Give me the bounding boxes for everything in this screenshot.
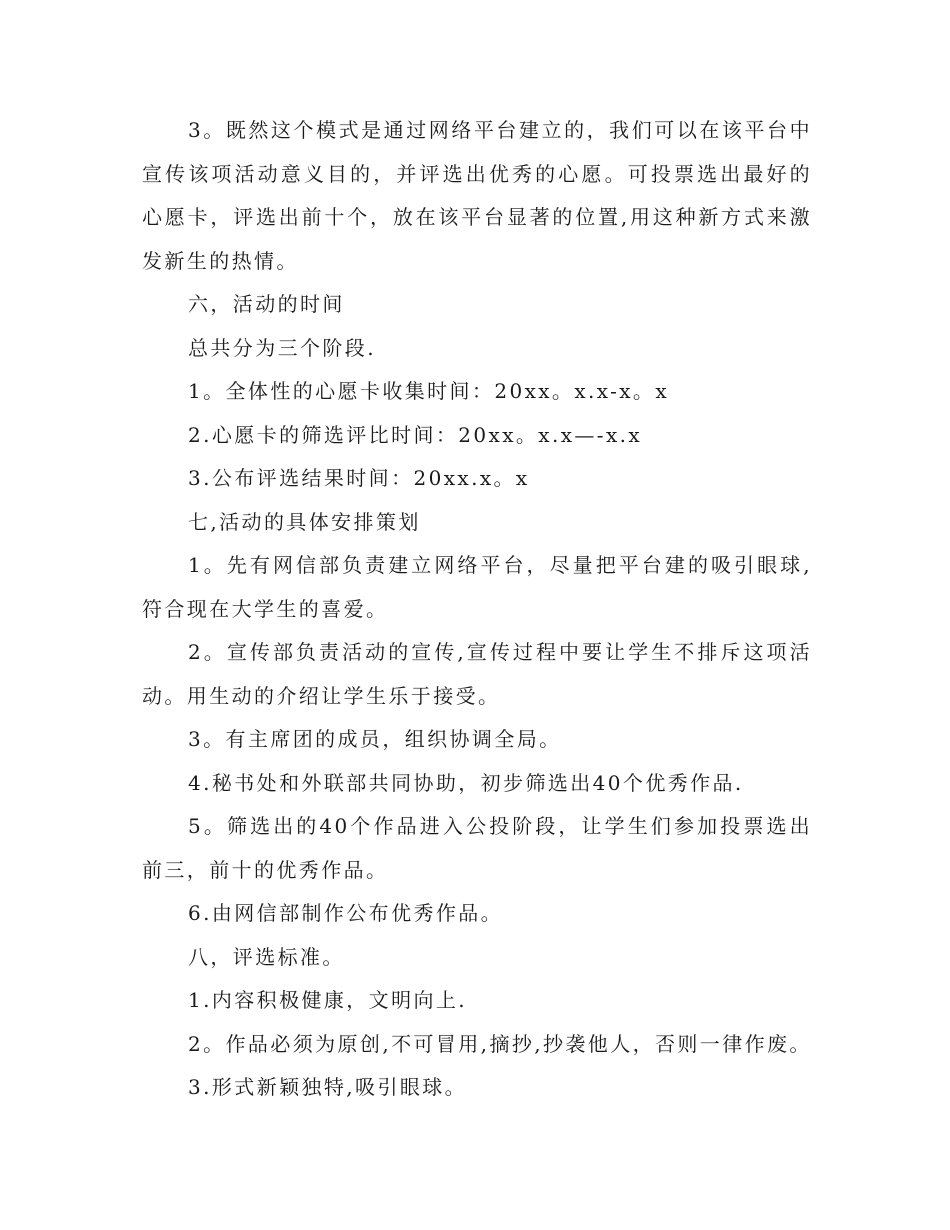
list-item-selection-time: 2.心愿卡的筛选评比时间：20xx。x.x—-x.x [188,422,643,447]
paragraph-promotion-platform: 3。既然这个模式是通过网络平台建立的，我们可以在该平台中宣传该项活动意义目的，并评选出优秀的心愿。可投票选出最好的心愿卡，评选出前十个，放在该平台显著的位置,用这种新方式来激发新生的热情。 [142,118,812,273]
list-item-content-criteria: 1.内容积极健康，文明向上. [188,988,468,1012]
list-item-presidium: 3。有主席团的成员，组织协调全局。 [188,727,562,751]
list-item-public-vote: 5。筛选出的40个作品进入公投阶段，让学生们参加投票选出前三，前十的优秀作品。 [142,814,812,882]
list-item-collection-time: 1。全体性的心愿卡收集时间：20xx。x.x-x。x [188,379,670,403]
list-item-initial-screening: 4.秘书处和外联部共同协助，初步筛选出40个优秀作品. [188,770,744,795]
heading-activity-time: 六，活动的时间 [188,292,345,316]
list-item-originality-criteria: 2。作品必须为原创,不可冒用,摘抄,抄袭他人，否则一律作废。 [188,1031,812,1056]
heading-selection-criteria: 八，评选标准。 [188,944,345,969]
list-item-publish-works: 6.由网信部制作公布优秀作品。 [188,901,504,925]
heading-activity-arrangement: 七,活动的具体安排策划 [188,509,421,534]
list-item-form-criteria: 3.形式新颖独特,吸引眼球。 [188,1075,468,1099]
list-item-result-time: 3.公布评选结果时间：20xx.x。x [188,466,530,490]
paragraph-three-stages: 总共分为三个阶段. [188,335,376,360]
list-item-publicity: 2。宣传部负责活动的宣传,宣传过程中要让学生不排斥这项活动。用生动的介绍让学生乐于接受。 [142,640,812,708]
list-item-network-platform: 1。先有网信部负责建立网络平台，尽量把平台建的吸引眼球,符合现在大学生的喜爱。 [142,553,812,621]
document-body [142,109,812,1110]
